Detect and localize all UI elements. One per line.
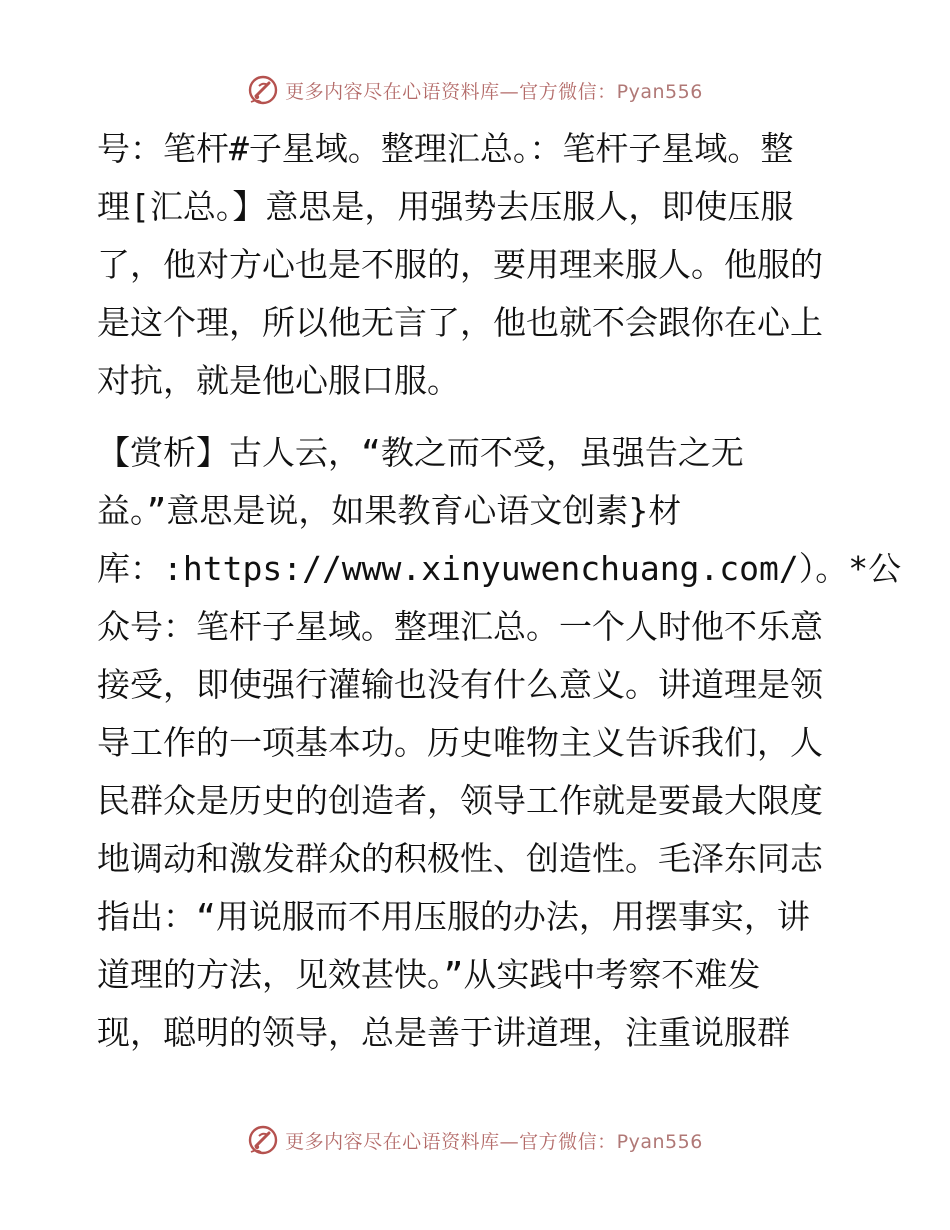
text-line: 指出：“用说服而不用压服的办法，用摆事实，讲 [97,897,810,936]
footer-banner [0,1120,950,1160]
footer-banner-text-cn: 更多内容尽在心语资料库—官方微信： [285,1130,617,1153]
footer-banner-text [285,1127,703,1154]
text-line: 是这个理，所以他无言了，他也就不会跟你在心上 [97,303,823,342]
header-banner [0,70,950,110]
text-line: 现，聪明的领导，总是善于讲道理，注重说服群 [97,1013,790,1052]
paragraph-spacer [97,410,857,424]
text-line: 道理的方法，见效甚快。”从实践中考察不难发 [97,955,761,994]
text-line: 益。”意思是说，如果教育心语文创素}材 [97,491,682,530]
text-line: 理[汇总。】意思是，用强势去压服人，即使压服 [97,187,794,226]
text-line: 【赏析】古人云，“教之而不受，虽强告之无 [97,433,744,472]
text-line: 对抗，就是他心服口服。 [97,361,460,400]
text-line: 库：:https://www.xinyuwenchuang.com/）。*公 [97,549,902,588]
header-banner-text-en: Pyan556 [616,80,703,103]
text-line: 了，他对方心也是不服的，要用理来服人。他服的 [97,245,823,284]
seal-logo-icon [247,74,279,106]
header-banner-text [285,77,703,104]
text-line: 导工作的一项基本功。历史唯物主义告诉我们，人 [97,723,823,762]
header-banner-text-cn: 更多内容尽在心语资料库—官方微信： [285,80,617,103]
document-body [97,120,902,1062]
footer-banner-text-en: Pyan556 [616,1130,703,1153]
text-line: 众号：笔杆子星域。整理汇总。一个人时他不乐意 [97,607,823,646]
text-line: 民群众是历史的创造者，领导工作就是要最大限度 [97,781,823,820]
seal-logo-icon [247,1124,279,1156]
text-line: 地调动和激发群众的积极性、创造性。毛泽东同志 [97,839,823,878]
paragraph-1 [97,120,857,410]
paragraph-2 [97,424,902,1062]
text-line: 号：笔杆#子星域。整理汇总。：笔杆子星域。整 [97,129,794,168]
text-line: 接受，即使强行灌输也没有什么意义。讲道理是领 [97,665,823,704]
